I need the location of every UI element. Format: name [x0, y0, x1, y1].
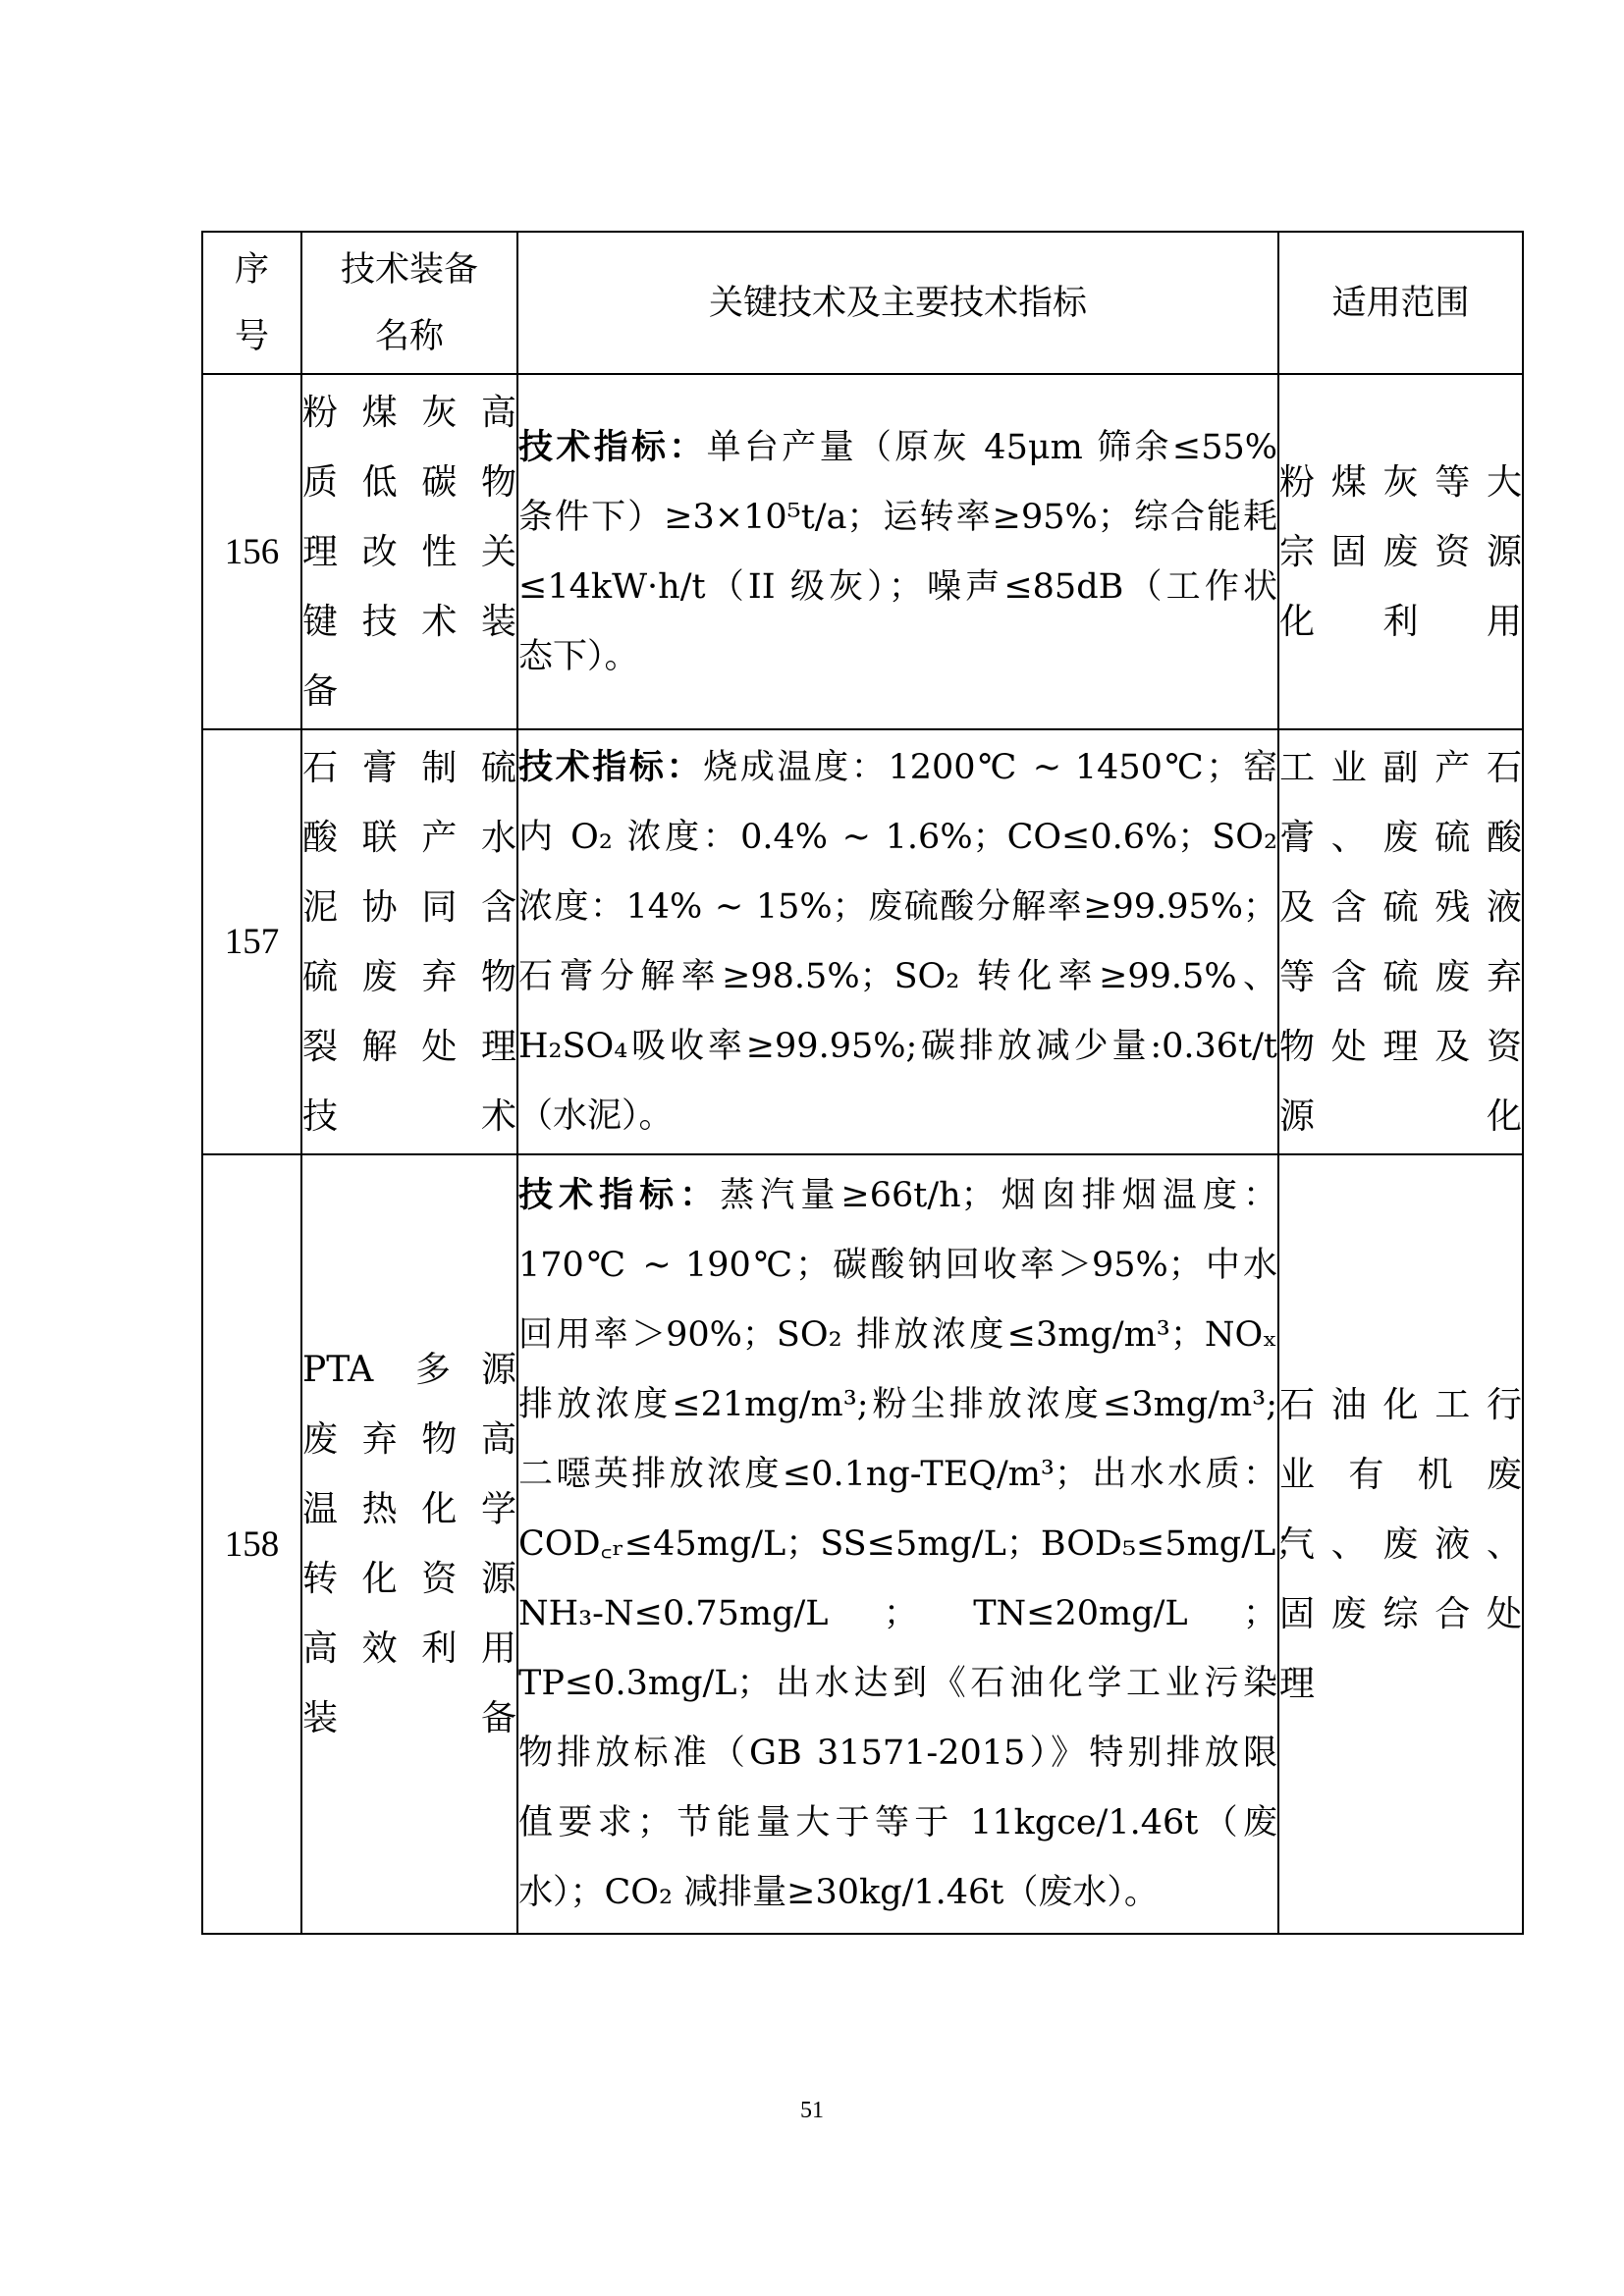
scope-line: 粉煤灰等大 — [1279, 461, 1522, 503]
spec-line: ≤14kW·h/t（II 级灰）；噪声≤85dB（工作状 — [518, 566, 1277, 607]
spec-line: 态下）。 — [518, 636, 639, 676]
header-name — [301, 232, 517, 374]
spec-line — [518, 1160, 1277, 1231]
header-name-line1: 技术装备 — [340, 249, 478, 290]
row-seq: 157 — [202, 729, 301, 1154]
name-line: 裂解处理 — [302, 1026, 516, 1067]
spec-line: 物排放标准（GB 31571-2015）》特别排放限 — [518, 1734, 1277, 1773]
name-line: 转化资源 — [302, 1559, 516, 1599]
spec-line: COD꜀ᵣ≤45mg/L；SS≤5mg/L；BOD₅≤5mg/L； — [518, 1524, 1311, 1564]
row-seq: 158 — [202, 1154, 301, 1934]
spec-line: H₂SO₄吸收率≥99.95%;碳排放减少量:0.36t/t — [518, 1027, 1277, 1066]
header-name-line2: 名称 — [374, 316, 444, 356]
name-line: 温热化学 — [302, 1489, 516, 1529]
row-name — [301, 374, 517, 729]
name-line: 技术 — [302, 1095, 516, 1137]
spec-label: 技术指标： — [518, 747, 704, 787]
spec-line: 石膏分解率≥98.5%；SO₂ 转化率≥99.5%、 — [518, 957, 1277, 996]
row-spec — [517, 729, 1278, 1154]
scope-line: 石油化工行 — [1279, 1384, 1522, 1425]
scope-line: 固废综合处 — [1279, 1593, 1522, 1634]
header-spec: 关键技术及主要技术指标 — [517, 232, 1278, 374]
page-number: 51 — [800, 2098, 824, 2123]
spec-line — [518, 732, 1277, 803]
scope-line: 理 — [1279, 1663, 1316, 1704]
scope-line: 等含硫废弃 — [1279, 956, 1522, 997]
row-scope — [1278, 1154, 1523, 1934]
name-line: 粉煤灰高 — [302, 392, 516, 433]
scope-line: 气、废液、 — [1279, 1523, 1522, 1565]
scope-line: 及含硫残液 — [1279, 886, 1522, 928]
spec-line: 二噁英排放浓度≤0.1ng-TEQ/m³；出水水质： — [518, 1455, 1277, 1494]
name-line: 酸联产水 — [302, 817, 516, 858]
row-name — [301, 729, 517, 1154]
table-row — [202, 729, 1523, 1154]
name-line: 废弃物高 — [302, 1419, 516, 1460]
scope-line: 宗固废资源 — [1279, 531, 1522, 572]
scope-line: 物处理及资 — [1279, 1026, 1522, 1067]
spec-text: 蒸汽量≥66t/h；烟囱排烟温度： — [720, 1176, 1277, 1215]
table-row — [202, 1154, 1523, 1934]
spec-line: 条件下）≥3×10⁵t/a；运转率≥95%；综合能耗 — [518, 497, 1277, 537]
row-name — [301, 1154, 517, 1934]
header-seq — [202, 232, 301, 374]
scope-line: 业有机废 — [1279, 1454, 1522, 1495]
name-line: 泥协同含 — [302, 886, 516, 928]
technology-table — [201, 231, 1524, 1935]
table-row — [202, 374, 1523, 729]
spec-line: NH₃-N≤0.75mg/L ； TN≤20mg/L ； — [518, 1594, 1277, 1633]
spec-line: 回用率＞90%；SO₂ 排放浓度≤3mg/m³；NOₓ — [518, 1315, 1277, 1355]
spec-line: 排放浓度≤21mg/m³;粉尘排放浓度≤3mg/m³; — [518, 1385, 1277, 1424]
spec-line — [518, 412, 1277, 483]
spec-line: 水）；CO₂ 减排量≥30kg/1.46t（废水）。 — [518, 1873, 1159, 1912]
header-scope: 适用范围 — [1278, 232, 1523, 374]
name-line: 理改性关 — [302, 531, 516, 572]
spec-label: 技术指标： — [518, 426, 707, 467]
spec-line: 170℃ ~ 190℃；碳酸钠回收率＞95%；中水 — [518, 1246, 1277, 1285]
spec-text: 烧成温度：1200℃ ~ 1450℃；窑 — [703, 748, 1277, 787]
scope-line: 膏、废硫酸 — [1279, 817, 1522, 858]
spec-line: 浓度：14% ~ 15%；废硫酸分解率≥99.95%； — [518, 887, 1277, 927]
name-line: 键技术装 — [302, 601, 516, 642]
name-line: PTA 多源 — [302, 1350, 516, 1390]
spec-text: 单台产量（原灰 45μm 筛余≤55% — [706, 427, 1277, 467]
name-line: 石膏制硫 — [302, 747, 516, 788]
header-seq-line2: 号 — [234, 316, 269, 356]
table-header-row — [202, 232, 1523, 374]
row-scope — [1278, 374, 1523, 729]
spec-label: 技术指标： — [518, 1175, 721, 1215]
name-line: 高效利用 — [302, 1629, 516, 1669]
name-line: 备 — [302, 670, 339, 712]
row-scope — [1278, 729, 1523, 1154]
name-line: 质低碳物 — [302, 461, 516, 503]
spec-line: 内 O₂ 浓度：0.4% ~ 1.6%；CO≤0.6%；SO₂ — [518, 818, 1277, 857]
name-line: 装备 — [302, 1698, 516, 1738]
row-spec — [517, 1154, 1311, 1934]
scope-line: 源化 — [1279, 1095, 1522, 1137]
header-seq-line1: 序 — [234, 249, 269, 290]
scope-line: 工业副产石 — [1279, 747, 1522, 788]
spec-line: TP≤0.3mg/L；出水达到《石油化学工业污染 — [518, 1664, 1277, 1703]
spec-line: 值要求；节能量大于等于 11kgce/1.46t（废 — [518, 1803, 1277, 1842]
spec-line: （水泥）。 — [518, 1096, 674, 1136]
name-line: 硫废弃物 — [302, 956, 516, 997]
scope-line: 化利用 — [1279, 601, 1522, 642]
row-seq: 156 — [202, 374, 301, 729]
row-spec — [517, 374, 1278, 729]
